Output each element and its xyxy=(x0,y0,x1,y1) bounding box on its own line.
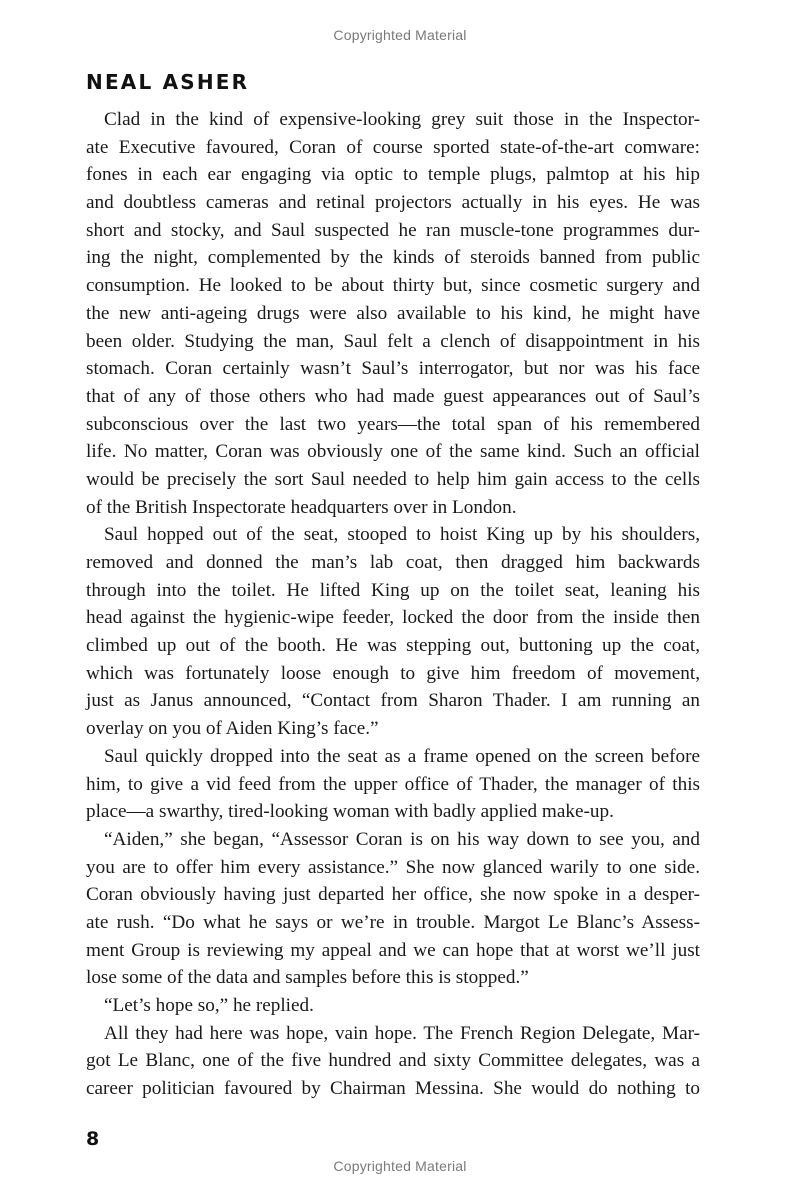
text-line: through into the toilet. He lifted King up on the toilet seat, leaning his xyxy=(86,579,700,601)
text-line: just as Janus announced, “Contact from Sharon Thader. I am running an xyxy=(86,690,700,712)
watermark-top: Copyrighted Material xyxy=(333,27,467,43)
text-line: would be precisely the sort Saul needed to help him gain access to the cells xyxy=(86,468,700,490)
text-line: All they had here was hope, vain hope. The French Region Delegate, Mar- xyxy=(104,1022,700,1044)
text-line: which was fortunately loose enough to give him freedom of movement, xyxy=(86,662,700,684)
text-line: subconscious over the last two years—the total span of his remembered xyxy=(86,413,700,435)
watermark-bottom: Copyrighted Material xyxy=(333,1158,467,1174)
text-line: got Le Blanc, one of the five hundred and sixty Committee delegates, was a xyxy=(86,1050,700,1072)
body-text xyxy=(86,106,700,1103)
text-line: consumption. He looked to be about thirty but, since cosmetic surgery and xyxy=(86,275,700,297)
running-head-author: NEAL ASHER xyxy=(86,70,250,94)
text-line: removed and donned the man’s lab coat, then dragged him backwards xyxy=(86,552,700,573)
text-line: stomach. Coran certainly wasn’t Saul’s interrogator, but nor was his face xyxy=(86,358,700,380)
text-line: of the British Inspectorate headquarters over in London. xyxy=(86,496,517,518)
text-line: you are to offer him every assistance.” She now glanced warily to one side. xyxy=(86,856,700,878)
text-line: life. No matter, Coran was obviously one of the same kind. Such an official xyxy=(86,441,700,463)
text-line: ate Executive favoured, Coran of course sported state-of-the-art comware: xyxy=(86,136,700,158)
text-line: ate rush. “Do what he says or we’re in trouble. Margot Le Blanc’s Assess- xyxy=(86,911,700,933)
text-line: Clad in the kind of expensive-looking grey suit those in the Inspector- xyxy=(104,109,700,130)
text-line: the new anti-ageing drugs were also available to his kind, he might have xyxy=(86,302,700,324)
text-line: head against the hygienic-wipe feeder, locked the door from the inside then xyxy=(86,607,700,629)
text-line: been older. Studying the man, Saul felt a clench of disappointment in his xyxy=(86,330,700,352)
text-line: place—a swarthy, tired-looking woman with badly applied make-up. xyxy=(86,801,614,823)
text-line: and doubtless cameras and retinal projectors actually in his eyes. He was xyxy=(86,192,700,214)
text-line: lose some of the data and samples before this is stopped.” xyxy=(86,967,529,989)
text-line: “Aiden,” she began, “Assessor Coran is on his way down to see you, and xyxy=(104,828,700,850)
text-line: fones in each ear engaging via optic to temple plugs, palmtop at his hip xyxy=(86,164,700,186)
text-line: Saul quickly dropped into the seat as a frame opened on the screen before xyxy=(104,745,700,767)
text-line: that of any of those others who had made guest appearances out of Saul’s xyxy=(86,385,700,407)
page-number: 8 xyxy=(86,1128,100,1150)
text-line: ment Group is reviewing my appeal and we can hope that at worst we’ll just xyxy=(86,939,700,961)
text-line: him, to give a vid feed from the upper office of Thader, the manager of this xyxy=(86,773,700,795)
text-line: overlay on you of Aiden King’s face.” xyxy=(86,718,379,740)
text-line: short and stocky, and Saul suspected he ran muscle-tone programmes dur- xyxy=(86,219,700,241)
text-line: career politician favoured by Chairman Messina. She would do nothing to xyxy=(86,1078,700,1100)
text-line: “Let’s hope so,” he replied. xyxy=(104,995,314,1016)
text-line: climbed up out of the booth. He was stepping out, buttoning up the coat, xyxy=(86,635,700,657)
text-line: Saul hopped out of the seat, stooped to hoist King up by his shoulders, xyxy=(104,524,700,546)
text-line: ing the night, complemented by the kinds of steroids banned from public xyxy=(86,247,700,269)
text-line: Coran obviously having just departed her office, she now spoke in a desper- xyxy=(86,884,700,906)
